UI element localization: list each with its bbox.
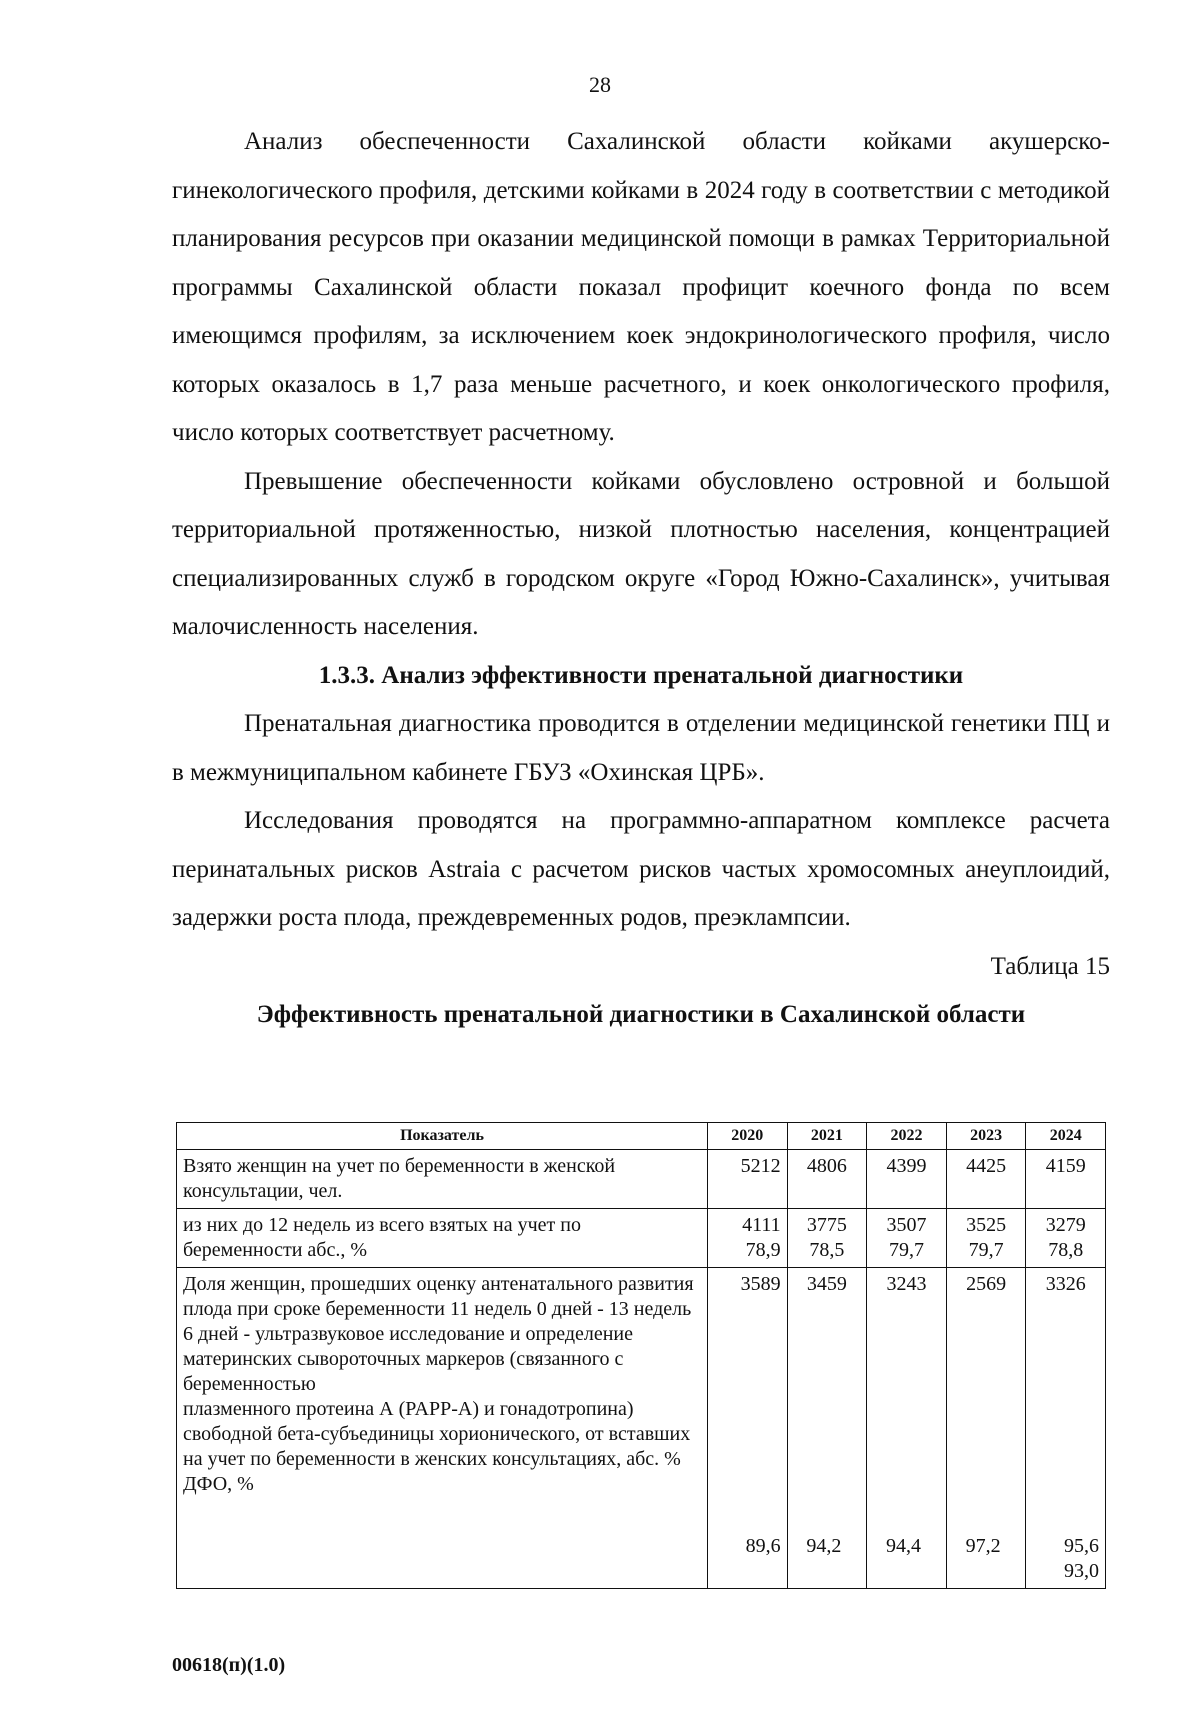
value-cell: 4425 [946, 1150, 1026, 1209]
page-number: 28 [589, 72, 611, 97]
value-cell: 4399 [867, 1150, 947, 1209]
abs-value: 2569 [966, 1273, 1007, 1295]
header-indicator: Показатель [177, 1123, 708, 1150]
section-heading: 1.3.3. Анализ эффективности пренатальной диагностики [318, 661, 964, 689]
paragraph-bed-surplus: Превышение обеспеченности койками обусловлено островной и большой территориальной протяженностью, низкой плотностью населения, концентрацией специализированных служб в городском округе «Город Южно-Сахалинск», учитывая малочисленность населения. [172, 467, 1110, 640]
value-cell [946, 1268, 1026, 1589]
header-2021: 2021 [787, 1123, 867, 1150]
value-cell [787, 1268, 867, 1589]
header-2024: 2024 [1026, 1123, 1106, 1150]
value-cell [1026, 1209, 1106, 1268]
value-cell: 5212 [708, 1150, 788, 1209]
paragraph-prenatal-research: Исследования проводятся на программно-аппаратном комплексе расчета перинатальных рисков Astraia с расчетом рисков частых хромосомных анеуплоидий, задержки роста плода, преждевременных родов, преэклампсии. [172, 807, 1110, 931]
value-cell: 4159 [1026, 1150, 1106, 1209]
prenatal-efficiency-table [176, 1122, 1106, 1589]
pct-value: 79,7 [888, 1239, 924, 1261]
table-caption: Эффективность пренатальной диагностики в Сахалинской области [256, 1001, 1026, 1028]
value-cell [708, 1209, 788, 1268]
table-header-row [177, 1123, 1106, 1150]
value-cell [867, 1209, 947, 1268]
abs-value: 3507 [886, 1214, 927, 1236]
abs-value: 3525 [966, 1214, 1007, 1236]
indicator-cell [177, 1268, 708, 1589]
header-2023: 2023 [946, 1123, 1026, 1150]
header-2022: 2022 [867, 1123, 947, 1150]
abs-value: 4111 [742, 1214, 781, 1236]
table-row [177, 1268, 1106, 1589]
abs-value: 3459 [806, 1273, 847, 1295]
value-cell [787, 1209, 867, 1268]
value-cell [946, 1209, 1026, 1268]
indicator-line: Доля женщин, прошедших оценку антенатального развития плода при сроке беременности 11 недель 0 дней - 13 недель 6 дней - ультразвуковое исследование и определение материнских сывороточных маркеров (связанного с беременностью [183, 1273, 694, 1395]
body-text [172, 118, 1110, 1040]
abs-value: 3775 [806, 1214, 847, 1236]
table-label: Таблица 15 [990, 952, 1110, 980]
pct-value: 78,9 [745, 1239, 781, 1261]
pct-value: 97,2 [965, 1535, 1001, 1557]
indicator-line: ДФО, % [183, 1473, 254, 1495]
header-2020: 2020 [708, 1123, 788, 1150]
indicator-line: плазменного протеина А (PAPP-A) и гонадотропина) свободной бета-субъединицы хорионического, от вставших на учет по беременности в женских консультациях, абс. % [183, 1398, 691, 1470]
table-row [177, 1150, 1106, 1209]
indicator-cell [177, 1209, 708, 1268]
value-cell [708, 1268, 788, 1589]
pct-value: 94,2 [806, 1535, 842, 1557]
abs-value: 3243 [886, 1273, 927, 1295]
indicator-line: из них до 12 недель из всего взятых на учет по [183, 1214, 581, 1236]
abs-value: 3326 [1045, 1273, 1086, 1295]
pct-value: 78,8 [1048, 1239, 1084, 1261]
paragraph-bed-analysis: Анализ обеспеченности Сахалинской области койками акушерско-гинекологического профиля, детскими койками в 2024 году в соответствии с методикой планирования ресурсов при оказании медицинской помощи в рамках Территориальной программы Сахалинской области показал профицит коечного фонда по всем имеющимся профилям, за исключением коек эндокринологического профиля, число которых оказалось в 1,7 раза меньше расчетного, и коек онкологического профиля, число которых соответствует расчетному. [172, 128, 1110, 446]
value-cell [867, 1268, 947, 1589]
pct-value: 78,5 [809, 1239, 845, 1261]
paragraph-prenatal-location: Пренатальная диагностика проводится в отделении медицинской генетики ПЦ и в межмуниципальном кабинете ГБУЗ «Охинская ЦРБ». [172, 710, 1110, 786]
value-cell [1026, 1268, 1106, 1589]
table-row [177, 1209, 1106, 1268]
pct-value: 95,6 [1064, 1535, 1099, 1557]
dfo-value: 93,0 [1064, 1560, 1099, 1582]
pct-value: 79,7 [968, 1239, 1004, 1261]
abs-value: 3589 [740, 1273, 781, 1295]
indicator-line: беременности абс., % [183, 1239, 368, 1261]
value-cell: 4806 [787, 1150, 867, 1209]
indicator-cell: Взято женщин на учет по беременности в женской консультации, чел. [177, 1150, 708, 1209]
document-code: 00618(п)(1.0) [172, 1654, 286, 1676]
pct-value: 94,4 [885, 1535, 921, 1557]
pct-value: 89,6 [745, 1535, 781, 1557]
abs-value: 3279 [1045, 1214, 1086, 1236]
